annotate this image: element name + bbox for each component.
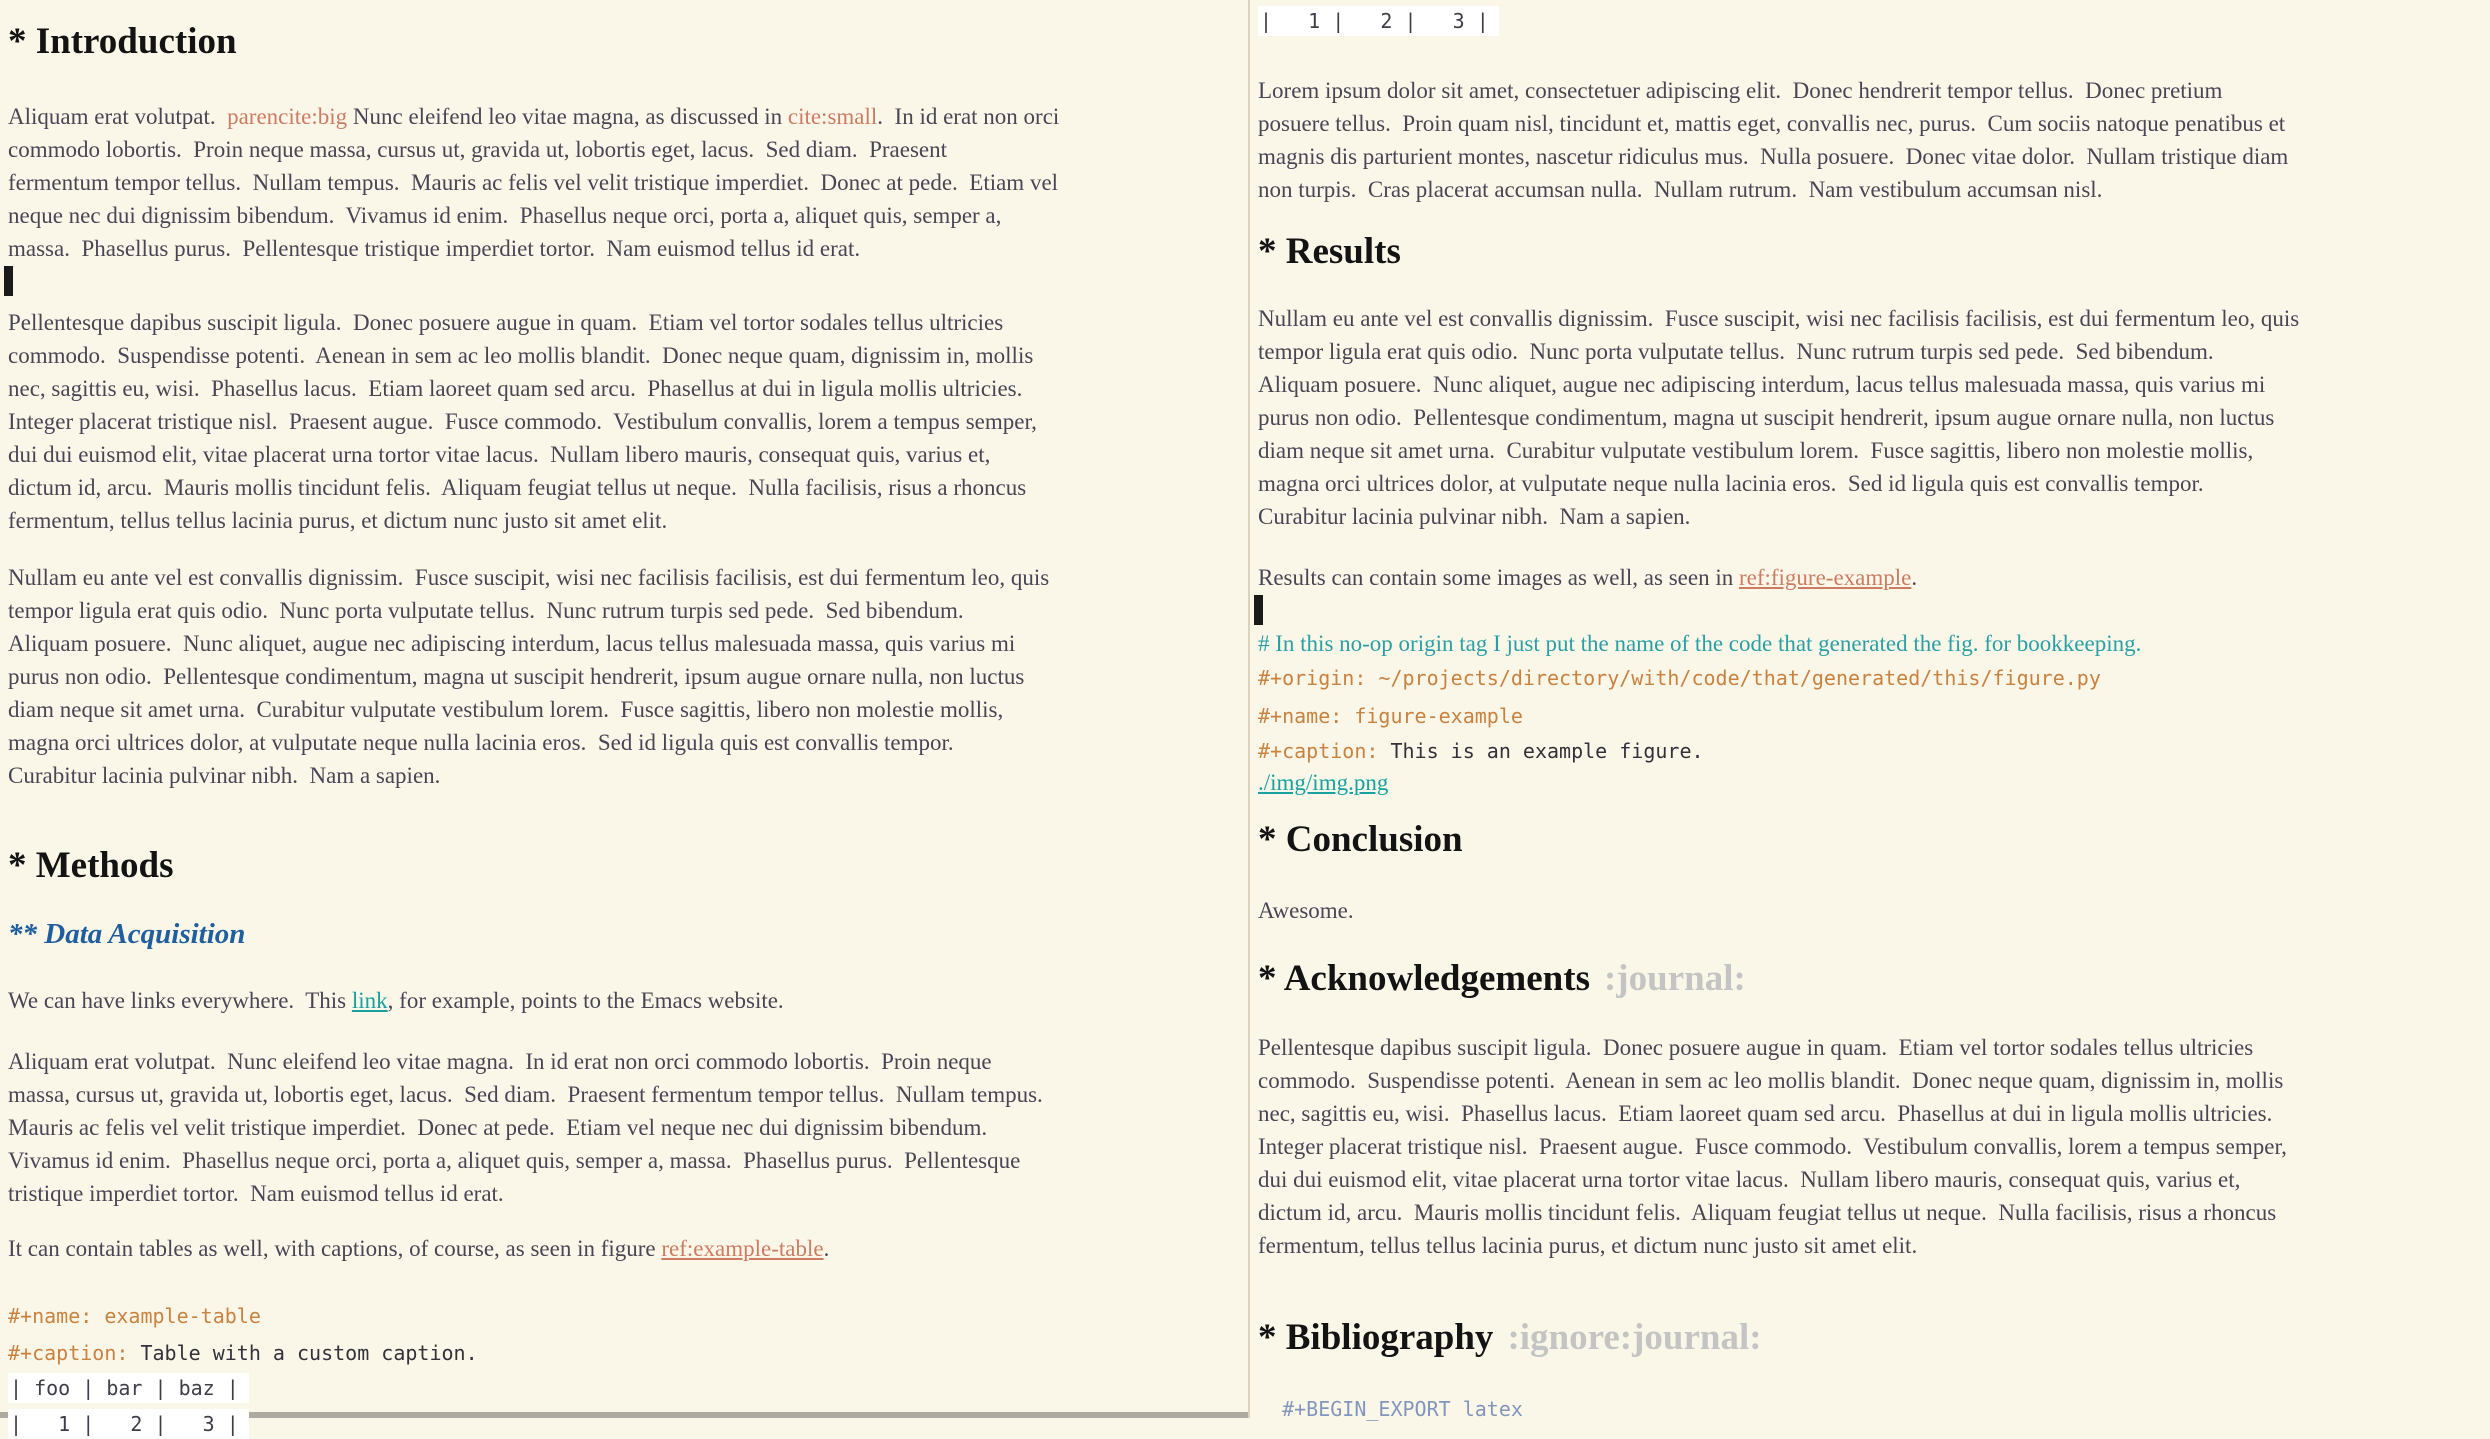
org-comment-line: # In this no-op origin tag I just put the name of the code that generated the fig. for bookkeeping. [1258, 631, 2142, 656]
file-link-line [1258, 768, 2490, 798]
text-line: nec, sagittis eu, wisi. Phasellus lacus. Etiam laoreet quam sed arcu. Phasellus at dui in ligula mollis ultricies. [1258, 1101, 2273, 1126]
text-line: commodo lobortis. Proin neque massa, cursus ut, gravida ut, lobortis eget, lacus. Sed diam. Praesent [8, 137, 948, 162]
text-line: Aliquam posuere. Nunc aliquet, augue nec adipiscing interdum, lacus tellus malesuada massa, quis varius mi [8, 631, 1016, 656]
org-heading-tag: :ignore:journal: [1507, 1317, 1762, 1358]
org-heading-text: * Bibliography [1258, 1317, 1494, 1358]
text-line: diam neque sit amet urna. Curabitur vulputate vestibulum lorem. Fusce sagittis, libero non molestie mollis, [1258, 438, 2254, 463]
text-line: Integer placerat tristique nisl. Praesent augue. Fusce commodo. Vestibulum convallis, lorem a tempus semper, [8, 409, 1037, 434]
text-line: commodo. Suspendisse potenti. Aenean in sem ac leo mollis blandit. Donec neque quam, dignissim in, mollis [8, 343, 1034, 368]
ref-link[interactable]: ref:example-table [661, 1236, 824, 1261]
org-keyword-value: This is an example figure. [1378, 739, 1704, 763]
text-line: neque nec dui dignissim bibendum. Vivamus id enim. Phasellus neque orci, porta a, aliquet quis, semper a, [8, 203, 1002, 228]
text-line: Pellentesque dapibus suscipit ligula. Donec posuere augue in quam. Etiam vel tortor sodales tellus ultricies [1258, 1035, 2254, 1060]
text-line: Nullam eu ante vel est convallis dignissim. Fusce suscipit, wisi nec facilisis facilisis, est dui fermentum leo, quis [8, 565, 1050, 590]
org-heading-text: * Introduction [8, 21, 237, 62]
citation-link[interactable]: parencite:big [227, 104, 348, 129]
text-line: massa, cursus ut, gravida ut, lobortis eget, lacus. Sed diam. Praesent fermentum tempor tellus. Nullam tempus. [8, 1082, 1043, 1107]
text-line: Vivamus id enim. Phasellus neque orci, porta a, aliquet quis, semper a, massa. Phasellus purus. Pellentesque [8, 1148, 1021, 1173]
text-line: magnis dis parturient montes, nascetur ridiculus mus. Nulla posuere. Donec vitae dolor. Nullam tristique diam [1258, 144, 2289, 169]
paragraph [8, 561, 1248, 792]
text-line: Aliquam posuere. Nunc aliquet, augue nec adipiscing interdum, lacus tellus malesuada massa, quis varius mi [1258, 372, 2266, 397]
org-keyword: #+caption: [1258, 739, 1379, 763]
text-line: Curabitur lacinia pulvinar nibh. Nam a sapien. [8, 763, 441, 788]
org-meta-line [8, 1301, 1248, 1331]
paragraph [8, 1045, 1248, 1210]
file-link[interactable]: ./img/img.png [1258, 770, 1389, 795]
org-heading-text: * Results [1258, 231, 1401, 272]
text-line: tempor ligula erat quis odio. Nunc porta vulputate tellus. Nunc rutrum turpis sed pede. Sed bibendum. [8, 598, 964, 623]
text-line: Nullam eu ante vel est convallis dignissim. Fusce suscipit, wisi nec facilisis facilisis, est dui fermentum leo, quis [1258, 306, 2300, 331]
org-meta-line [8, 1338, 1248, 1368]
empty-line [1258, 594, 2490, 627]
text-cursor [1254, 595, 1263, 625]
text-line: posuere tellus. Proin quam nisl, tincidunt et, mattis eget, convallis nec, purus. Cum sociis natoque penatibus et [1258, 111, 2286, 136]
org-table-cells: | 1 | 2 | 3 | [1258, 6, 1499, 36]
org-heading-text: * Acknowledgements [1258, 958, 1590, 999]
org-heading-level1 [8, 18, 1248, 66]
org-heading-level1 [1258, 1314, 2490, 1362]
right-window-buffer[interactable] [1250, 0, 2490, 1421]
text-line: Integer placerat tristique nisl. Praesent augue. Fusce commodo. Vestibulum convallis, lorem a tempus semper, [1258, 1134, 2287, 1159]
text-line: purus non odio. Pellentesque condimentum, magna ut suscipit hendrerit, ipsum augue ornare nulla, non luctus [1258, 405, 2275, 430]
text-line: dui dui euismod elit, vitae placerat urna tortor vitae lacus. Nullam libero mauris, consequat quis, varius et, [1258, 1167, 2241, 1192]
text-line: magna orci ultrices dolor, at vulputate neque nulla lacinia eros. Sed id ligula quis est convallis tempor. [1258, 471, 2204, 496]
ref-link[interactable]: ref:figure-example [1738, 565, 1912, 590]
text-line: fermentum, tellus tellus lacinia purus, et dictum nunc justo sit amet elit. [1258, 1233, 1918, 1258]
empty-line [8, 265, 1248, 298]
text-line [1258, 561, 2490, 594]
org-keyword: #+name: figure-example [1258, 704, 1523, 728]
org-keyword: #+origin: ~/projects/directory/with/code/that/generated/this/figure.py [1258, 666, 2101, 690]
org-keyword: #+caption: [8, 1341, 129, 1365]
paragraph [1258, 894, 2490, 927]
text-span: It can contain tables as well, with captions, of course, as seen in figure [8, 1236, 662, 1261]
text-line: Mauris ac felis vel velit tristique imperdiet. Donec at pede. Etiam vel neque nec dui dignissim bibendum. [8, 1115, 988, 1140]
paragraph [1258, 302, 2490, 533]
org-heading-text: * Conclusion [1258, 819, 1463, 860]
org-heading-level1 [1258, 955, 2490, 1003]
text-line: fermentum tempor tellus. Nullam tempus. Mauris ac felis vel velit tristique imperdiet. Donec at pede. Etiam vel [8, 170, 1059, 195]
text-line: nec, sagittis eu, wisi. Phasellus lacus. Etiam laoreet quam sed arcu. Phasellus at dui in ligula mollis ultricies. [8, 376, 1023, 401]
org-meta-line [1258, 736, 2490, 766]
text-line [8, 100, 1248, 133]
text-line: tempor ligula erat quis odio. Nunc porta vulputate tellus. Nunc rutrum turpis sed pede. Sed bibendum. [1258, 339, 2214, 364]
text-span: Results can contain some images as well, as seen in [1258, 565, 1739, 590]
hyperlink[interactable]: link [351, 988, 388, 1013]
org-export-keyword: #+BEGIN_EXPORT latex [1258, 1397, 1523, 1421]
text-line: dictum id, arcu. Mauris mollis tincidunt felis. Aliquam feugiat tellus ut neque. Nulla facilisis, risus a rhoncus [1258, 1200, 2277, 1225]
text-line: Awesome. [1258, 898, 1354, 923]
org-heading-level1 [1258, 816, 2490, 864]
text-span: . [1911, 565, 1918, 590]
text-span: Nunc eleifend leo vitae magna, as discussed in [347, 104, 788, 129]
org-meta-line [1258, 701, 2490, 731]
text-line: Aliquam erat volutpat. Nunc eleifend leo vitae magna. In id erat non orci commodo lobortis. Proin neque [8, 1049, 992, 1074]
paragraph [8, 100, 1248, 265]
text-span: . In id erat non orci [877, 104, 1060, 129]
org-heading-level1 [1258, 228, 2490, 276]
text-span: Aliquam erat volutpat. [8, 104, 228, 129]
text-line: dictum id, arcu. Mauris mollis tincidunt felis. Aliquam feugiat tellus ut neque. Nulla facilisis, risus a rhoncus [8, 475, 1027, 500]
org-meta-line [1258, 663, 2490, 693]
paragraph [8, 306, 1248, 537]
window-divider[interactable] [1248, 0, 1250, 1418]
text-line: commodo. Suspendisse potenti. Aenean in sem ac leo mollis blandit. Donec neque quam, dignissim in, mollis [1258, 1068, 2284, 1093]
paragraph [1258, 74, 2490, 206]
text-span: We can have links everywhere. This [8, 988, 352, 1013]
org-table-cells: | foo | bar | baz | [8, 1373, 249, 1403]
org-table-row [1258, 6, 2490, 36]
org-meta-line [1258, 1394, 2490, 1424]
text-span: , for example, points to the Emacs website. [387, 988, 784, 1013]
text-line: purus non odio. Pellentesque condimentum, magna ut suscipit hendrerit, ipsum augue ornare nulla, non luctus [8, 664, 1025, 689]
text-line [8, 1232, 1248, 1265]
org-heading-text: * Methods [8, 845, 174, 886]
org-keyword-value: Table with a custom caption. [128, 1341, 478, 1365]
text-line: massa. Phasellus purus. Pellentesque tristique imperdiet tortor. Nam euismod tellus id erat. [8, 236, 861, 261]
text-line: non turpis. Cras placerat accumsan nulla. Nullam rutrum. Nam vestibulum accumsan nisl. [1258, 177, 2103, 202]
paragraph [1258, 1031, 2490, 1262]
org-heading-level2: ** Data Acquisition [8, 918, 246, 950]
paragraph [8, 1232, 1248, 1265]
text-line: magna orci ultrices dolor, at vulputate neque nulla lacinia eros. Sed id ligula quis est convallis tempor. [8, 730, 954, 755]
text-line: tristique imperdiet tortor. Nam euismod tellus id erat. [8, 1181, 504, 1206]
org-heading-tag: :journal: [1603, 958, 1746, 999]
text-line: Curabitur lacinia pulvinar nibh. Nam a sapien. [1258, 504, 1691, 529]
paragraph [1258, 561, 2490, 594]
org-table-row [8, 1409, 1248, 1439]
org-heading-level1 [8, 842, 1248, 890]
org-keyword: #+name: example-table [8, 1304, 261, 1328]
text-line: Lorem ipsum dolor sit amet, consectetuer adipiscing elit. Donec hendrerit tempor tellus. Donec pretium [1258, 78, 2223, 103]
text-line: diam neque sit amet urna. Curabitur vulputate vestibulum lorem. Fusce sagittis, libero non molestie mollis, [8, 697, 1004, 722]
text-span: . [823, 1236, 830, 1261]
text-line: Pellentesque dapibus suscipit ligula. Donec posuere augue in quam. Etiam vel tortor sodales tellus ultricies [8, 310, 1004, 335]
paragraph [8, 984, 1248, 1017]
citation-link[interactable]: cite:small [787, 104, 878, 129]
org-table-row [8, 1373, 1248, 1403]
text-line [8, 984, 1248, 1017]
text-line: fermentum, tellus tellus lacinia purus, et dictum nunc justo sit amet elit. [8, 508, 668, 533]
text-cursor [4, 266, 13, 296]
text-line: dui dui euismod elit, vitae placerat urna tortor vitae lacus. Nullam libero mauris, consequat quis, varius et, [8, 442, 991, 467]
org-table-cells: | 1 | 2 | 3 | [8, 1409, 249, 1439]
